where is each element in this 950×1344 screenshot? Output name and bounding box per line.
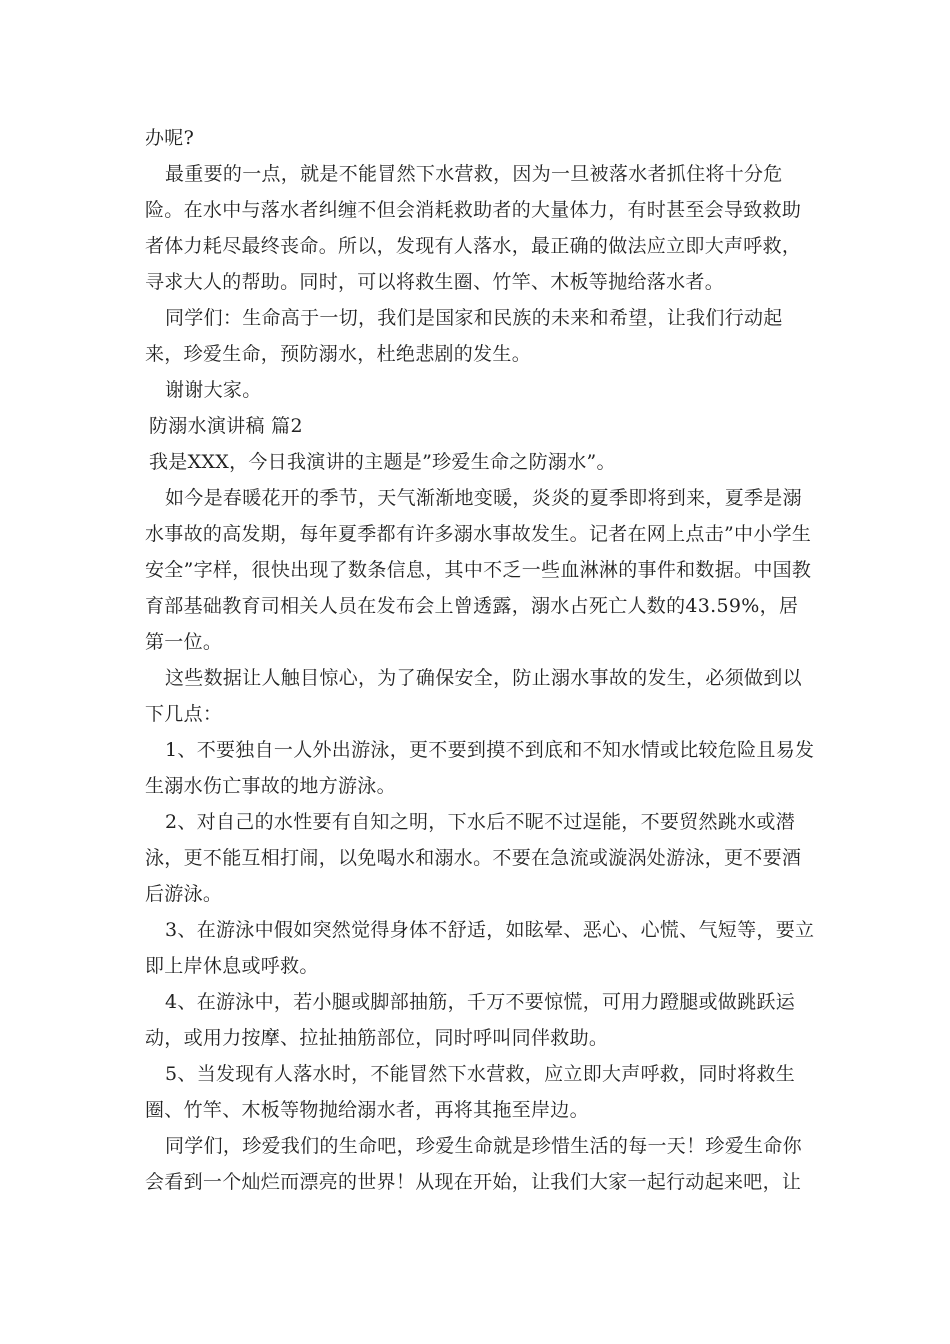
paragraph-data: 这些数据让人触目惊心，为了确保安全，防止溺水事故的发生，必须做到以下几点： [145,667,802,725]
paragraph-call-to-action: 同学们：生命高于一切，我们是国家和民族的未来和希望，让我们行动起来，珍爱生命，预防溺水，杜绝悲剧的发生。 [145,307,783,365]
paragraph-season: 如今是春暖花开的季节，天气渐渐地变暖，炎炎的夏季即将到来，夏季是溺水事故的高发期，每年夏季都有许多溺水事故发生。记者在网上点击”中小学生安全”字样，很快出现了数条信息，其中不乏一些血淋淋的事件和数据。中国教育部基础教育司相关人员在发布会上曾透露，溺水占死亡人数的43.59%，居第一位。 [145,487,812,653]
paragraph-continuation: 办呢? [145,127,195,149]
document-body [145,120,815,1200]
list-item: 5、当发现有人落水时，不能冒然下水营救，应立即大声呼救，同时将救生圈、竹竿、木板等物抛给溺水者，再将其拖至岸边。 [145,1063,795,1121]
list-item: 4、在游泳中，若小腿或脚部抽筋，千万不要惊慌，可用力蹬腿或做跳跃运动，或用力按摩、拉扯抽筋部位，同时呼叫同伴救助。 [145,991,795,1049]
paragraph-rescue-advice: 最重要的一点，就是不能冒然下水营救，因为一旦被落水者抓住将十分危险。在水中与落水者纠缠不但会消耗救助者的大量体力，有时甚至会导致救助者体力耗尽最终丧命。所以，发现有人落水，最正确的做法应立即大声呼救，寻求大人的帮助。同时，可以将救生圈、竹竿、木板等抛给落水者。 [145,163,802,293]
paragraph-thanks: 谢谢大家。 [165,379,262,401]
list-item: 3、在游泳中假如突然觉得身体不舒适，如眩晕、恶心、心慌、气短等，要立即上岸休息或呼救。 [145,919,815,977]
paragraph-closing: 同学们，珍爱我们的生命吧，珍爱生命就是珍惜生活的每一天！珍爱生命你会看到一个灿烂而漂亮的世界！从现在开始，让我们大家一起行动起来吧，让 [145,1135,802,1193]
section-heading: 防溺水演讲稿 篇2 [149,415,303,437]
list-item: 2、对自己的水性要有自知之明，下水后不昵不过逞能，不要贸然跳水或潜泳，更不能互相打闹，以免喝水和溺水。不要在急流或漩涡处游泳，更不要酒后游泳。 [145,811,802,905]
paragraph-intro: 我是XXX，今日我演讲的主题是”珍爱生命之防溺水”。 [149,451,616,473]
list-item: 1、不要独自一人外出游泳，更不要到摸不到底和不知水情或比较危险且易发生溺水伤亡事故的地方游泳。 [145,739,815,797]
